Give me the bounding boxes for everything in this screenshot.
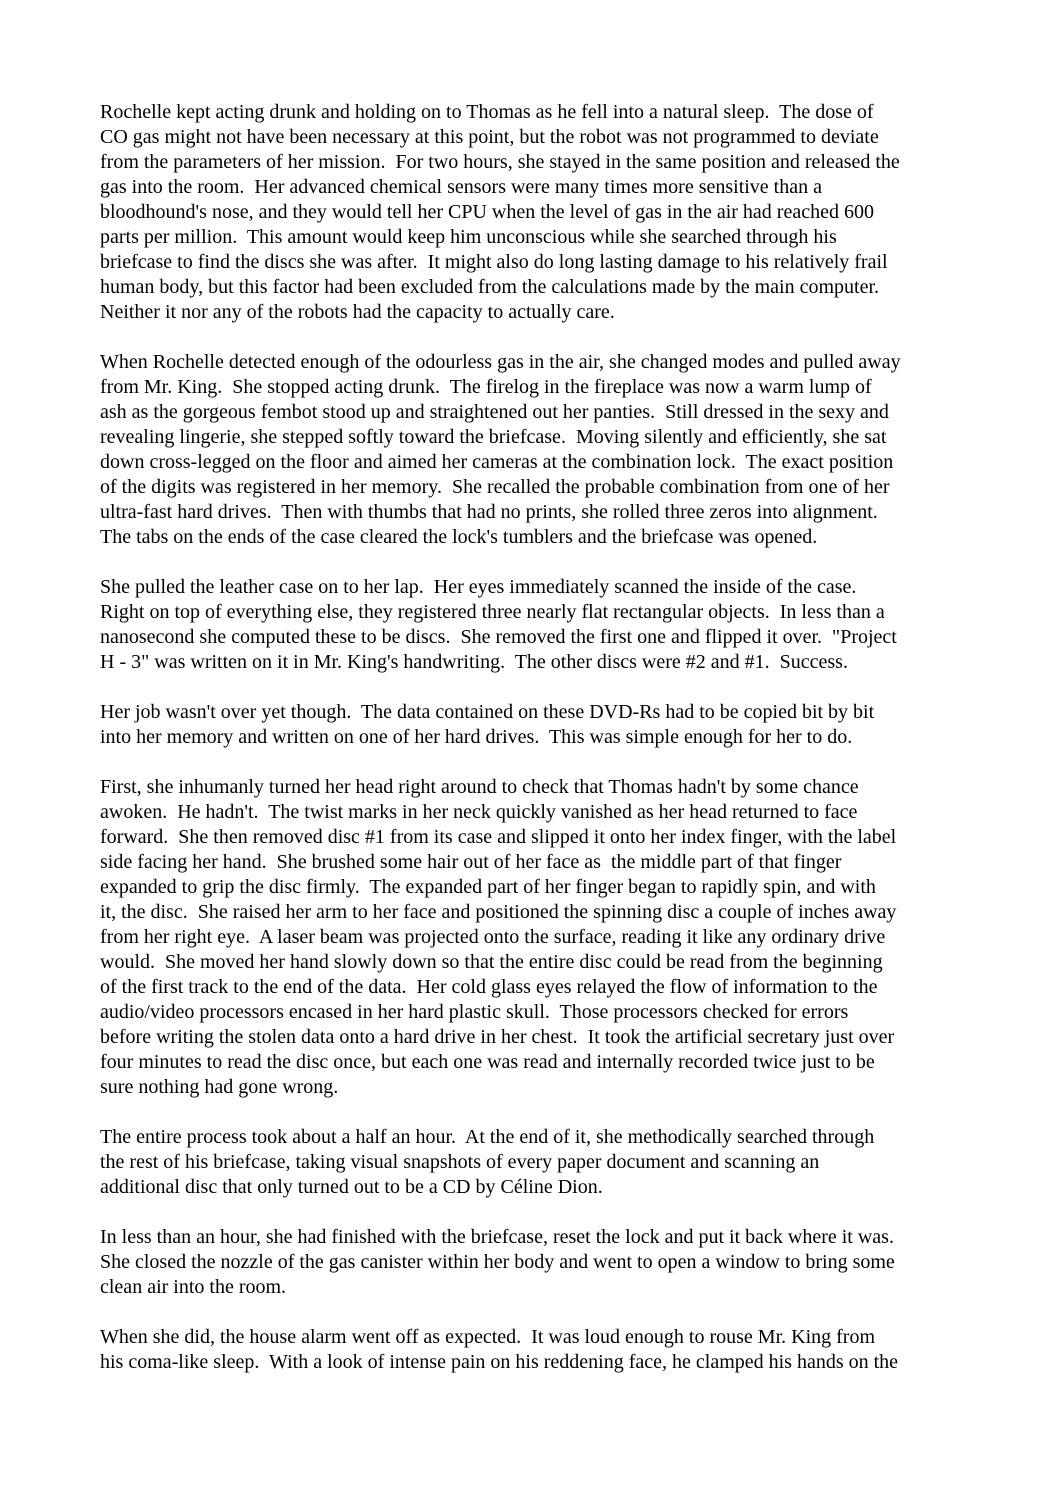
text-line: CO gas might not have been necessary at this point, but the robot was not programmed to deviate — [100, 126, 879, 148]
text-line: expanded to grip the disc firmly. The expanded part of her finger began to rapidly spin, and with — [100, 876, 876, 898]
text-line: forward. She then removed disc #1 from its case and slipped it onto her index finger, with the label — [100, 826, 897, 848]
text-line: ash as the gorgeous fembot stood up and straightened out her panties. Still dressed in the sexy and — [100, 401, 889, 423]
text-line: it, the disc. She raised her arm to her face and positioned the spinning disc a couple of inches away — [100, 901, 897, 923]
text-line: gas into the room. Her advanced chemical sensors were many times more sensitive than a — [100, 176, 822, 198]
text-line: The tabs on the ends of the case cleared the lock's tumblers and the briefcase was opened. — [100, 526, 818, 548]
text-line: H - 3" was written on it in Mr. King's handwriting. The other discs were #2 and #1. Success. — [100, 651, 848, 673]
text-line: of the digits was registered in her memory. She recalled the probable combination from one of her — [100, 476, 890, 498]
text-line: the rest of his briefcase, taking visual snapshots of every paper document and scanning an — [100, 1151, 820, 1173]
text-line: Right on top of everything else, they registered three nearly flat rectangular objects. In less than a — [100, 601, 885, 623]
text-line: from Mr. King. She stopped acting drunk. The firelog in the fireplace was now a warm lump of — [100, 376, 872, 398]
paragraph — [100, 350, 998, 550]
text-line: into her memory and written on one of her hard drives. This was simple enough for her to do. — [100, 726, 853, 748]
text-line: She pulled the leather case on to her lap. Her eyes immediately scanned the inside of the case. — [100, 576, 857, 598]
text-line: would. She moved her hand slowly down so that the entire disc could be read from the beginning — [100, 951, 883, 973]
text-line: In less than an hour, she had finished with the briefcase, reset the lock and put it back where it was. — [100, 1226, 894, 1248]
text-line: She closed the nozzle of the gas canister within her body and went to open a window to bring some — [100, 1251, 895, 1273]
text-line: side facing her hand. She brushed some hair out of her face as the middle part of that finger — [100, 851, 842, 873]
paragraph — [100, 700, 998, 750]
text-line: from the parameters of her mission. For two hours, she stayed in the same position and released the — [100, 151, 900, 173]
text-line: Rochelle kept acting drunk and holding on to Thomas as he fell into a natural sleep. The dose of — [100, 101, 874, 123]
text-line: additional disc that only turned out to be a CD by Céline Dion. — [100, 1176, 603, 1198]
text-line: briefcase to find the discs she was after. It might also do long lasting damage to his relatively frail — [100, 251, 888, 273]
text-line: down cross-legged on the floor and aimed her cameras at the combination lock. The exact position — [100, 451, 894, 473]
text-line: sure nothing had gone wrong. — [100, 1076, 339, 1098]
text-line: of the first track to the end of the data. Her cold glass eyes relayed the flow of information to the — [100, 976, 878, 998]
text-content — [100, 100, 998, 1400]
paragraph — [100, 1225, 998, 1300]
paragraph — [100, 775, 998, 1100]
text-line: The entire process took about a half an hour. At the end of it, she methodically searched through — [100, 1126, 875, 1148]
paragraph — [100, 100, 998, 325]
text-line: parts per million. This amount would keep him unconscious while she searched through his — [100, 226, 837, 248]
text-line: awoken. He hadn't. The twist marks in her neck quickly vanished as her head returned to face — [100, 801, 858, 823]
text-line: nanosecond she computed these to be discs. She removed the first one and flipped it over. "Project — [100, 626, 897, 648]
text-line: Neither it nor any of the robots had the capacity to actually care. — [100, 301, 615, 323]
text-line: Her job wasn't over yet though. The data contained on these DVD-Rs had to be copied bit by bit — [100, 701, 875, 723]
text-line: four minutes to read the disc once, but each one was read and internally recorded twice just to be — [100, 1051, 875, 1073]
text-line: clean air into the room. — [100, 1276, 287, 1298]
text-line: human body, but this factor had been excluded from the calculations made by the main computer. — [100, 276, 880, 298]
paragraph — [100, 1125, 998, 1200]
text-line: revealing lingerie, she stepped softly toward the briefcase. Moving silently and efficiently, she sat — [100, 426, 887, 448]
paragraph — [100, 575, 998, 675]
text-line: from her right eye. A laser beam was projected onto the surface, reading it like any ordinary drive — [100, 926, 886, 948]
text-line: his coma-like sleep. With a look of intense pain on his reddening face, he clamped his hands on the — [100, 1351, 899, 1373]
text-line: bloodhound's nose, and they would tell her CPU when the level of gas in the air had reached 600 — [100, 201, 874, 223]
text-line: First, she inhumanly turned her head right around to check that Thomas hadn't by some chance — [100, 776, 859, 798]
text-line: When she did, the house alarm went off as expected. It was loud enough to rouse Mr. King from — [100, 1326, 875, 1348]
text-line: audio/video processors encased in her hard plastic skull. Those processors checked for errors — [100, 1001, 849, 1023]
text-line: ultra-fast hard drives. Then with thumbs that had no prints, she rolled three zeros into alignment. — [100, 501, 878, 523]
text-line: before writing the stolen data onto a hard drive in her chest. It took the artificial secretary just over — [100, 1026, 895, 1048]
paragraph — [100, 1325, 998, 1375]
text-line: When Rochelle detected enough of the odourless gas in the air, she changed modes and pulled away — [100, 351, 901, 373]
